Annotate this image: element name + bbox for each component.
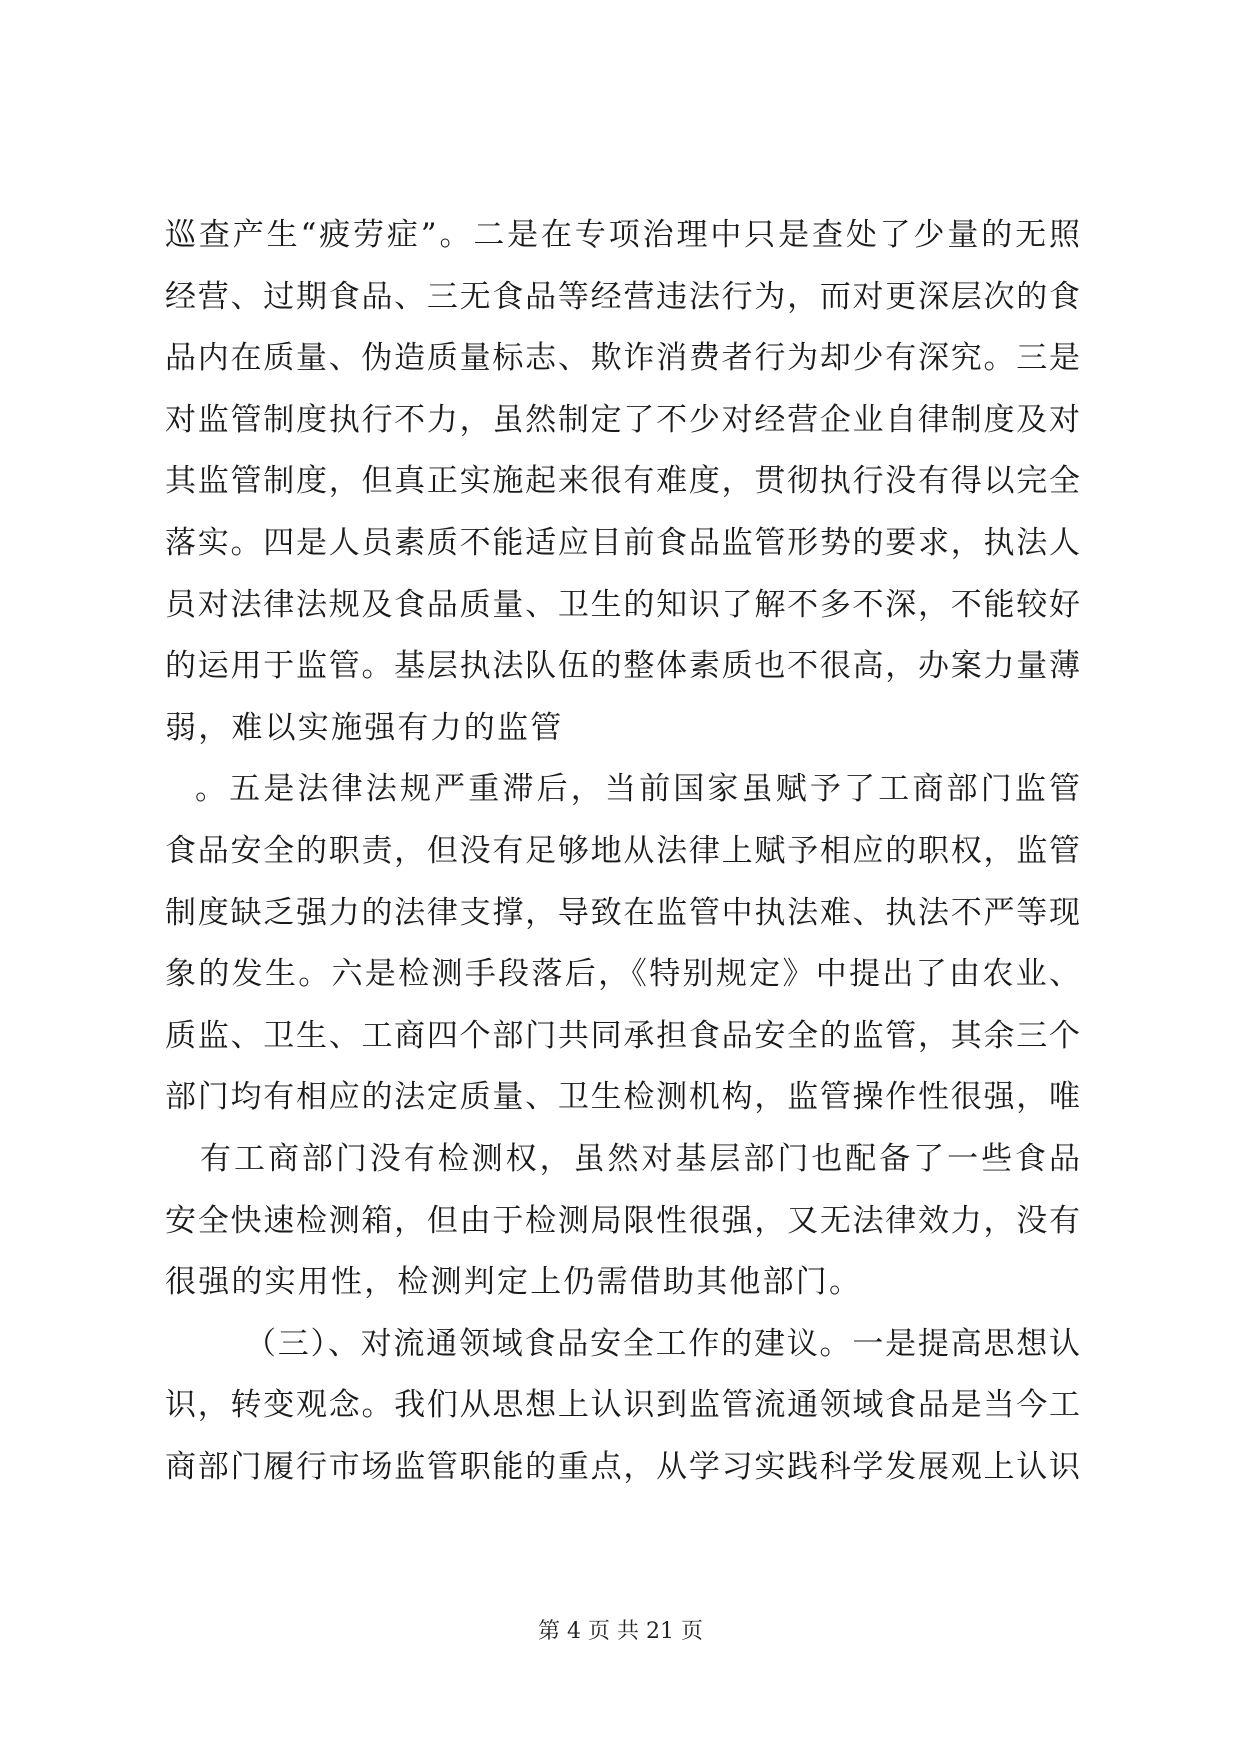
text-line: （三）、对流通领域食品安全工作的建议。一是提高思想认 — [245, 1325, 1080, 1362]
text-line: 制度缺乏强力的法律支撑，导致在监管中执法难、执法不严等现 — [165, 894, 1080, 931]
text-line: 品内在质量、伪造质量标志、欺诈消费者行为却少有深究。三是 — [165, 340, 1080, 377]
text-line: 经营、过期食品、三无食品等经营违法行为，而对更深层次的食 — [165, 278, 1080, 315]
text-line: 。五是法律法规严重滞后，当前国家虽赋予了工商部门监管 — [195, 771, 1080, 808]
text-line: 落实。四是人员素质不能适应目前食品监管形势的要求，执法人 — [165, 524, 1080, 561]
body-text — [165, 205, 1080, 1498]
text-line: 质监、卫生、工商四个部门共同承担食品安全的监管，其余三个 — [165, 1017, 1080, 1054]
text-line: 有工商部门没有检测权，虽然对基层部门也配备了一些食品 — [200, 1140, 1080, 1177]
text-line: 巡查产生“疲劳症”。二是在专项治理中只是查处了少量的无照 — [165, 217, 1080, 253]
text-line: 很强的实用性，检测判定上仍需借助其他部门。 — [165, 1264, 863, 1301]
text-line: 安全快速检测箱，但由于检测局限性很强，又无法律效力，没有 — [165, 1202, 1080, 1239]
text-line: 员对法律法规及食品质量、卫生的知识了解不多不深，不能较好 — [165, 586, 1080, 623]
text-line: 商部门履行市场监管职能的重点，从学习实践科学发展观上认识 — [165, 1448, 1080, 1485]
text-line: 象的发生。六是检测手段落后，《特别规定》中提出了由农业、 — [165, 956, 1080, 993]
text-line: 食品安全的职责，但没有足够地从法律上赋予相应的职权，监管 — [165, 832, 1080, 869]
text-line: 其监管制度，但真正实施起来很有难度，贯彻执行没有得以完全 — [165, 463, 1080, 500]
text-line: 弱，难以实施强有力的监管 — [165, 709, 564, 746]
text-line: 部门均有相应的法定质量、卫生检测机构，监管操作性很强，唯 — [165, 1079, 1080, 1116]
text-line: 识，转变观念。我们从思想上认识到监管流通领域食品是当今工 — [165, 1387, 1080, 1424]
text-line: 的运用于监管。基层执法队伍的整体素质也不很高，办案力量薄 — [165, 648, 1080, 685]
page-number-footer: 第 4 页 共 21 页 — [538, 1619, 703, 1644]
text-line: 对监管制度执行不力，虽然制定了不少对经营企业自律制度及对 — [165, 401, 1080, 438]
